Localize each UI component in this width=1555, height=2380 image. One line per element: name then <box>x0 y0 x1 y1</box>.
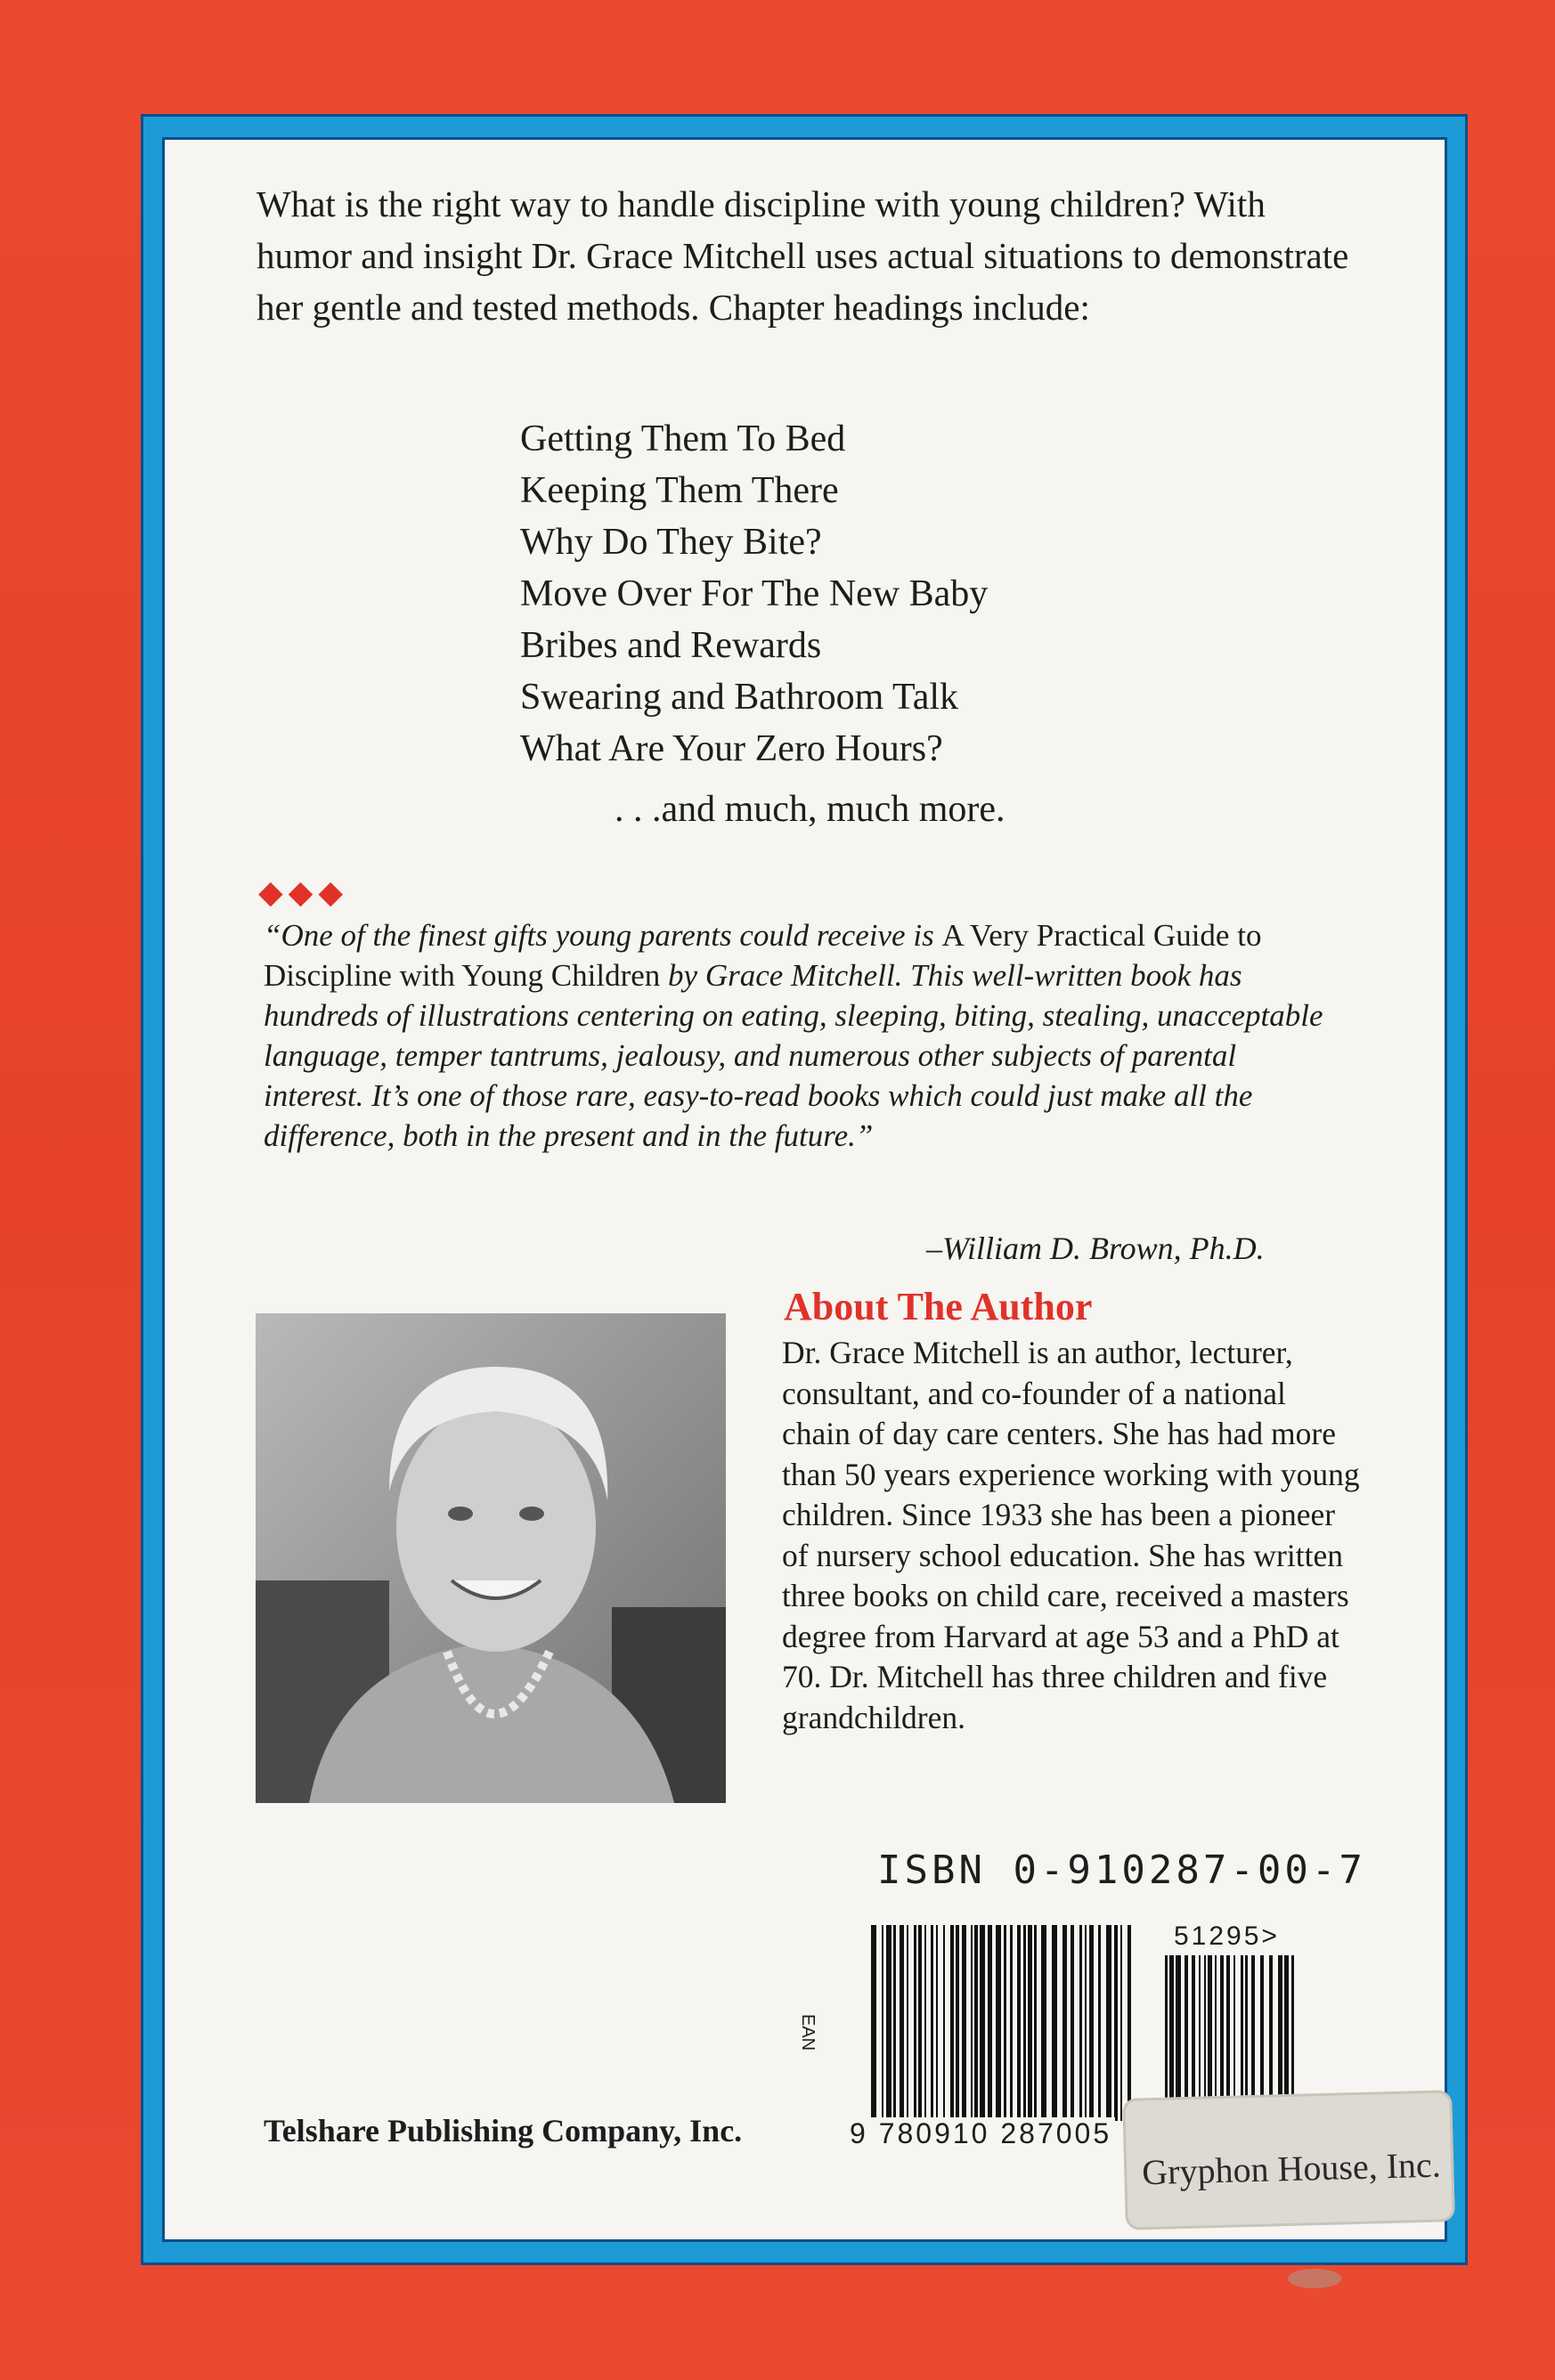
cover-scuff <box>1288 2269 1341 2288</box>
barcode-bar <box>924 1925 926 2121</box>
barcode-bar <box>1169 1955 1174 2121</box>
quote-part-1: “One of the finest gifts young parents could receive is <box>264 918 942 953</box>
barcode-bar <box>882 1925 883 2121</box>
barcode-bar <box>956 1925 959 2121</box>
barcode-bar <box>1098 1925 1101 2121</box>
barcode-bar <box>1120 1925 1122 2121</box>
barcode-bar <box>871 1925 876 2121</box>
chapter-item: Move Over For The New Baby <box>520 573 989 614</box>
barcode-bar <box>936 1925 938 2121</box>
barcode-bar <box>914 1925 916 2121</box>
barcode-bar <box>1052 1925 1057 2121</box>
barcode-bar <box>980 1925 985 2121</box>
barcode-bar <box>907 1925 908 2121</box>
quote-attribution: –William D. Brown, Ph.D. <box>926 1231 1265 1266</box>
barcode-addon-digits: 51295> <box>1174 1921 1280 1951</box>
barcode-bar <box>1176 1955 1181 2121</box>
barcode-bar <box>1062 1925 1067 2121</box>
barcode-bar <box>974 1925 978 2121</box>
intro-paragraph: What is the right way to handle discipline with young children? With humor and insight Dr. Grace Mitchell uses actual situations to demonstrate her gentle and tested methods. Chapter headings include: <box>256 183 1349 328</box>
barcode-bar <box>1017 1925 1021 2121</box>
barcode-bar <box>950 1925 954 2121</box>
author-portrait-icon <box>256 1313 726 1803</box>
chapter-item: Bribes and Rewards <box>520 625 822 666</box>
about-author-heading: About The Author <box>784 1285 1093 1328</box>
isbn-number: ISBN 0-910287-00-7 <box>877 1848 1366 1893</box>
barcode-bar <box>1079 1925 1082 2121</box>
author-photo <box>256 1313 726 1803</box>
chapter-item: What Are Your Zero Hours? <box>520 728 943 769</box>
barcode-bar <box>996 1925 1001 2121</box>
barcode-bar <box>900 1925 904 2121</box>
barcode-bar <box>971 1925 973 2121</box>
chapter-item: Getting Them To Bed <box>520 418 846 459</box>
barcode-bar <box>1010 1925 1013 2121</box>
barcode-bar <box>988 1925 992 2121</box>
chapter-list <box>520 413 1233 775</box>
barcode-bar <box>931 1925 933 2121</box>
barcode-bar <box>1004 1925 1006 2121</box>
publisher-name: Telshare Publishing Company, Inc. <box>264 2113 743 2148</box>
barcode-bar <box>1106 1925 1111 2121</box>
barcode-bar <box>1085 1925 1087 2121</box>
quote-book-title: A Very Practical Guide to Discipline with Young Children <box>264 918 1262 993</box>
barcode-bar <box>1128 1925 1131 2121</box>
quote-part-2: by Grace Mitchell. This well-written book has hundreds of illustrations centering on eating, sleeping, biting, stealing, unacceptable language, temper tantrums, jealousy, and numerous other subjects of parental interest. It’s one of those rare, easy-to-read books which could just make all the difference, both in the present and in the future.” <box>264 958 1323 1153</box>
barcode-bar <box>1071 1925 1074 2121</box>
chapter-item: Why Do They Bite? <box>520 522 822 563</box>
chapter-item: Keeping Them There <box>520 470 839 511</box>
barcode-bar <box>1041 1925 1046 2121</box>
sticker-text: Gryphon House, Inc. <box>1141 2144 1442 2193</box>
barcode-bar <box>886 1925 891 2121</box>
testimonial-quote <box>264 915 1341 1156</box>
barcode-bar <box>1114 1925 1118 2121</box>
ean-label: EAN <box>798 2014 818 2051</box>
barcode-bar <box>1028 1925 1032 2121</box>
and-more-text: . . .and much, much more. <box>615 789 1005 830</box>
barcode-bar <box>1089 1925 1094 2121</box>
barcode-bar <box>962 1925 966 2121</box>
barcode-bar <box>943 1925 945 2121</box>
barcode-bar <box>1023 1925 1026 2121</box>
barcode-bar <box>1165 1955 1168 2121</box>
chapter-item: Swearing and Bathroom Talk <box>520 677 959 718</box>
barcode-bar <box>918 1925 922 2121</box>
barcode-bar <box>893 1925 896 2121</box>
price-sticker <box>1122 2090 1455 2230</box>
barcode-icon <box>871 1925 1138 2121</box>
about-author-text: Dr. Grace Mitchell is an author, lecturer, consultant, and co-founder of a national chain of day care centers. She has had more than 50 years experience working with young children. Since 1933 she has been a pioneer of nursery school education. She has written three books on child care, received a masters degree from Harvard at age 53 and a PhD at 70. Dr. Mitchell has three children and five grandchildren. <box>782 1335 1360 1735</box>
diamond-divider-icon: ◆◆◆ <box>258 874 349 911</box>
barcode-bar <box>1034 1925 1037 2121</box>
ean-digits: 9 780910 287005 <box>846 2117 1115 2150</box>
